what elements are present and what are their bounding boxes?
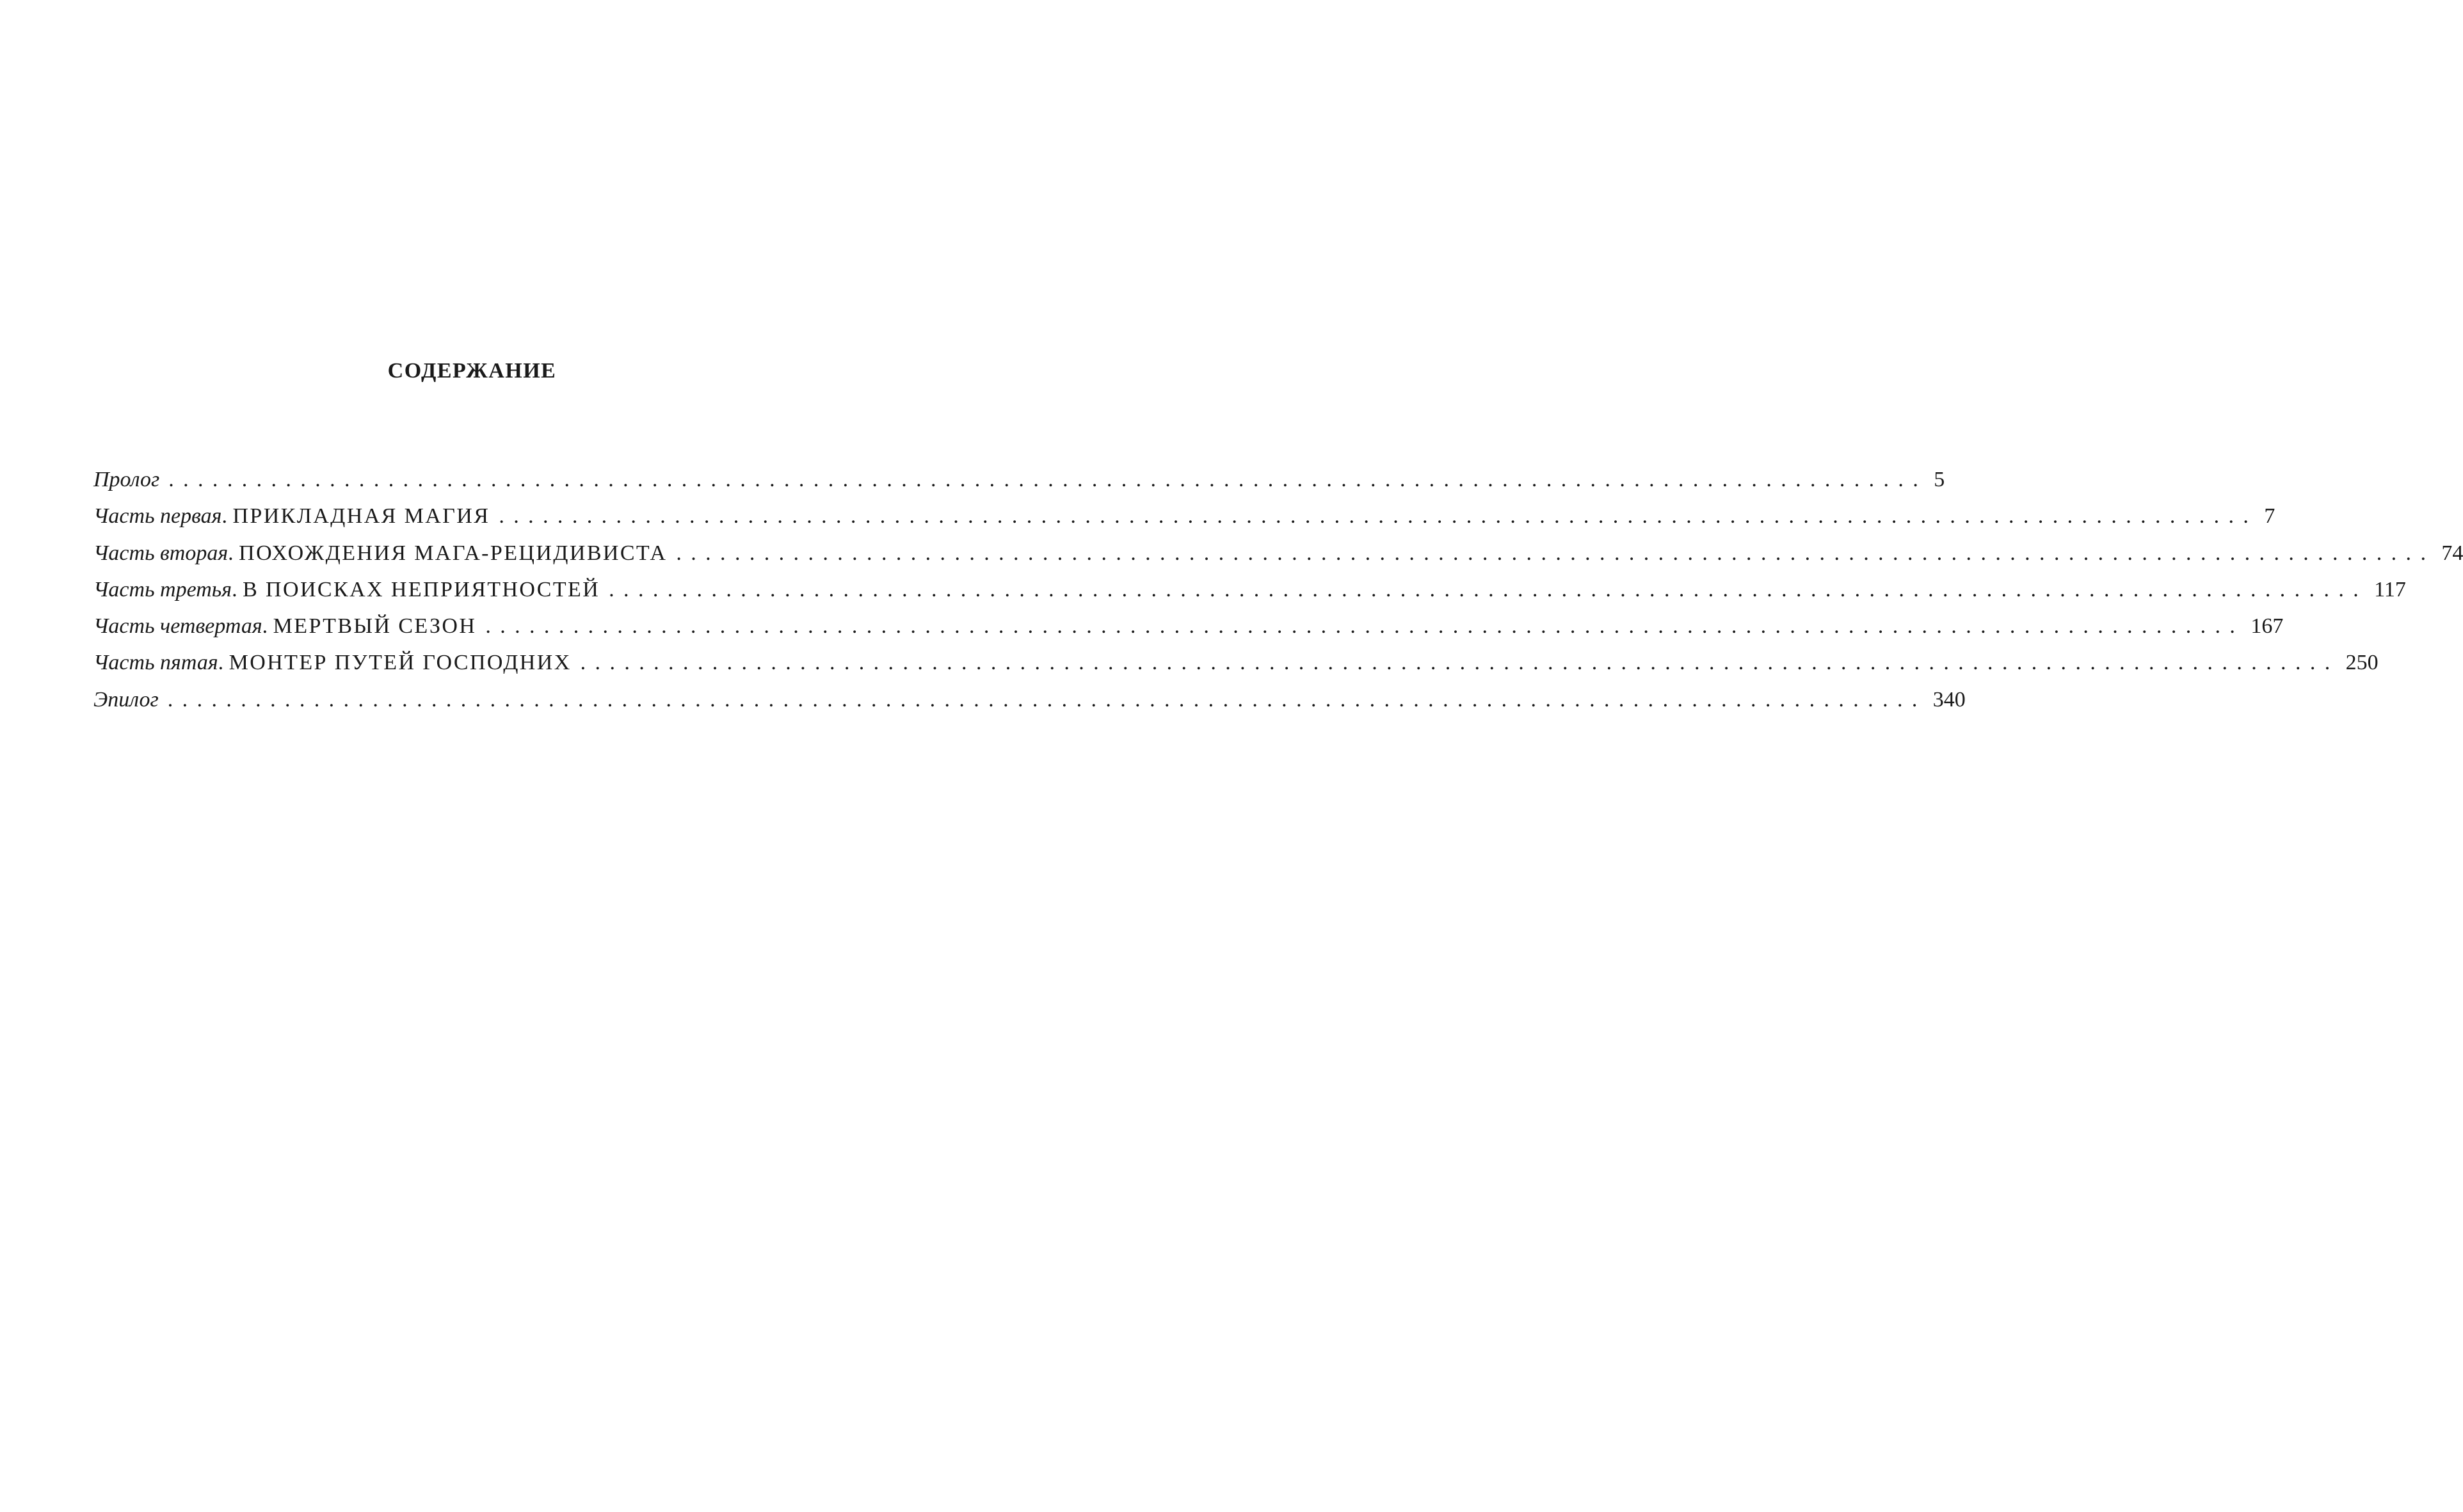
toc-entry-part-3: [93, 575, 2406, 611]
toc-entry-part-1: [93, 501, 2275, 537]
toc-entry-page: 167: [2250, 614, 2284, 639]
toc-entry-separator: .: [262, 614, 273, 639]
toc-entry-page: 74: [2441, 541, 2463, 565]
leader-dots: ........................................................................................................................: [167, 687, 1927, 712]
leader-dots: ........................................................................................................................: [168, 468, 1928, 491]
toc-entry-separator: .: [228, 541, 239, 565]
toc-entry-part: Часть первая: [93, 504, 222, 529]
toc-entry-part: Эпилог: [93, 687, 159, 712]
toc-entry-part: Часть пятая: [93, 651, 218, 675]
toc-entry-part: Часть третья: [93, 577, 232, 601]
toc-entry-name: МЕРТВЫЙ СЕЗОН: [273, 614, 477, 639]
toc-entry-prologue: [93, 465, 1945, 501]
toc-entry-part-4: [93, 611, 2284, 648]
leader-dots: ........................................................................................................................: [485, 614, 2245, 639]
toc-entry-page: 250: [2345, 651, 2379, 675]
toc-entry-name: ПРИКЛАДНАЯ МАГИЯ: [232, 504, 490, 529]
toc-entry-part: Часть четвертая: [93, 614, 262, 639]
toc-entry-epilogue: [93, 685, 1966, 721]
toc-entry-separator: .: [221, 504, 233, 529]
leader-dots: ........................................................................................................................: [676, 541, 2435, 565]
toc-entry-part: Пролог: [93, 468, 160, 491]
page-title: СОДЕРЖАНИЕ: [387, 359, 557, 383]
toc-entry-separator: .: [232, 577, 243, 601]
leader-dots: ........................................................................................................................: [609, 577, 2368, 601]
toc-entry-name: В ПОИСКАХ НЕПРИЯТНОСТЕЙ: [243, 577, 600, 601]
toc-entry-page: 7: [2264, 504, 2275, 529]
toc-entry-page: 117: [2374, 577, 2406, 601]
toc-entry-part-2: [93, 538, 2463, 575]
toc-entry-separator: .: [218, 651, 229, 675]
table-of-contents: [93, 465, 2463, 721]
toc-entry-page: 5: [1934, 468, 1945, 491]
leader-dots: ........................................................................................................................: [580, 651, 2339, 675]
toc-entry-part: Часть вторая: [93, 541, 229, 565]
toc-entry-page: 340: [1932, 687, 1966, 712]
toc-entry-part-5: [93, 648, 2379, 684]
toc-entry-name: ПОХОЖДЕНИЯ МАГА-РЕЦИДИВИСТА: [239, 541, 668, 565]
toc-entry-name: МОНТЕР ПУТЕЙ ГОСПОДНИХ: [229, 651, 572, 675]
leader-dots: ........................................................................................................................: [499, 504, 2258, 529]
